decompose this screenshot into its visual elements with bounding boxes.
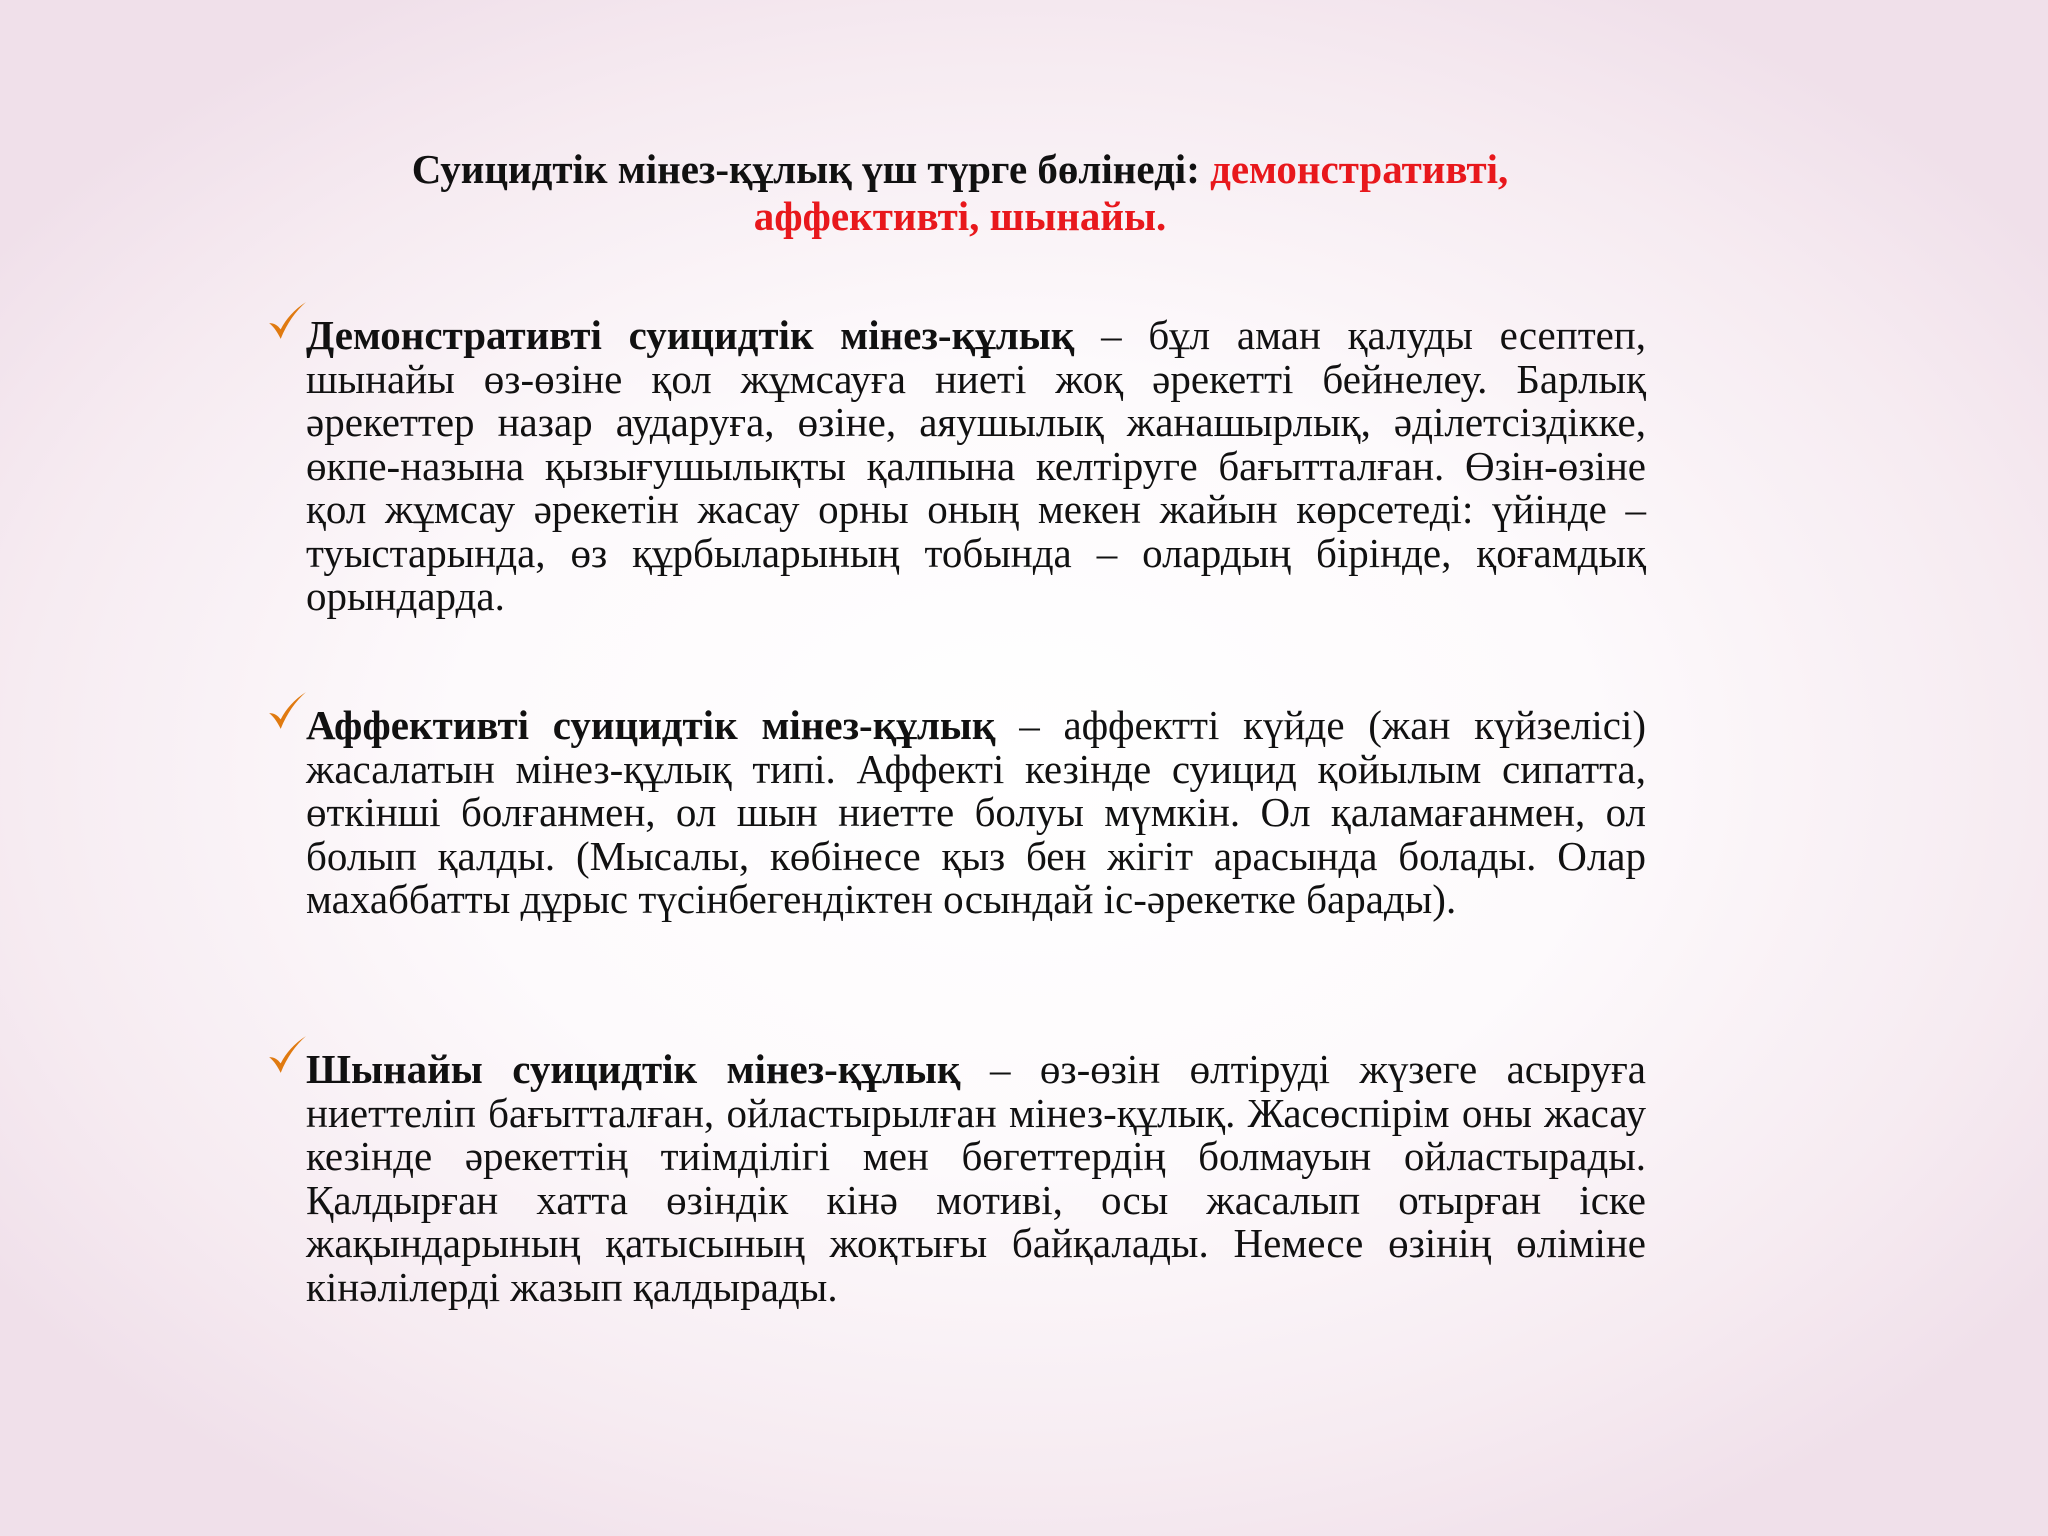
- bullet-term: Аффективті суицидтік мінез-құлық: [306, 702, 996, 748]
- slide-title: [300, 146, 1620, 240]
- bullet-demonstrative: [266, 300, 1646, 619]
- checkmark-icon: [266, 690, 308, 732]
- bullet-description: – бұл аман қалуды есептеп, шынайы өз-өзіне қол жұмсауға ниеті жоқ әрекетті бейнелеу. Барлық әрекеттер назар аударуға, өзіне, аяушылық жанашырлық, әділетсіздікке, өкпе-назына қызығушылықты қалпына келтіруге бағытталған. Өзін-өзіне қол жұмсау әрекетін жасау орны оның мекен жайын көрсетеді: үйінде – туыстарында, өз құрбыларының тобында – олардың бірінде, қоғамдық орындарда.: [306, 312, 1646, 619]
- bullet-term: Демонстративті суицидтік мінез-құлық: [306, 312, 1075, 358]
- bullet-term: Шынайы суицидтік мінез-құлық: [306, 1046, 961, 1092]
- title-prefix: Суицидтік мінез-құлық үш түрге бөлінеді:: [411, 146, 1211, 192]
- checkmark-icon: [266, 1034, 308, 1076]
- bullet-description: – аффектті күйде (жан күйзелісі) жасалатын мінез-құлық типі. Аффекті кезінде суицид қойылым сипатта, өткінші болғанмен, ол шын ниетте болуы мүмкін. Ол қаламағанмен, ол болып қалды. (Мысалы, көбінесе қыз бен жігіт арасында болады. Олар махаббатты дұрыс түсінбегендіктен осындай іс-әрекетке барады).: [306, 702, 1646, 922]
- checkmark-icon: [266, 300, 308, 342]
- bullet-affective: [266, 690, 1646, 922]
- bullet-true: [266, 1034, 1646, 1309]
- bullet-text: [306, 300, 1646, 619]
- bullet-description: – өз-өзін өлтіруді жүзеге асыруға ниеттеліп бағытталған, ойластырылған мінез-құлық. Жасөспірім оны жасау кезінде әрекеттің тиімділігі мен бөгеттердің болмауын ойластырады. Қалдырған хатта өзіндік кінә мотиві, осы жасалып отырған іске жақындарының қатысының жоқтығы байқалады. Немесе өзінің өліміне кінәлілерді жазып қалдырады.: [306, 1046, 1646, 1310]
- bullet-text: [306, 1034, 1646, 1309]
- bullet-text: [306, 690, 1646, 922]
- title-highlight: демонстративті, аффективті, шынайы.: [753, 146, 1509, 239]
